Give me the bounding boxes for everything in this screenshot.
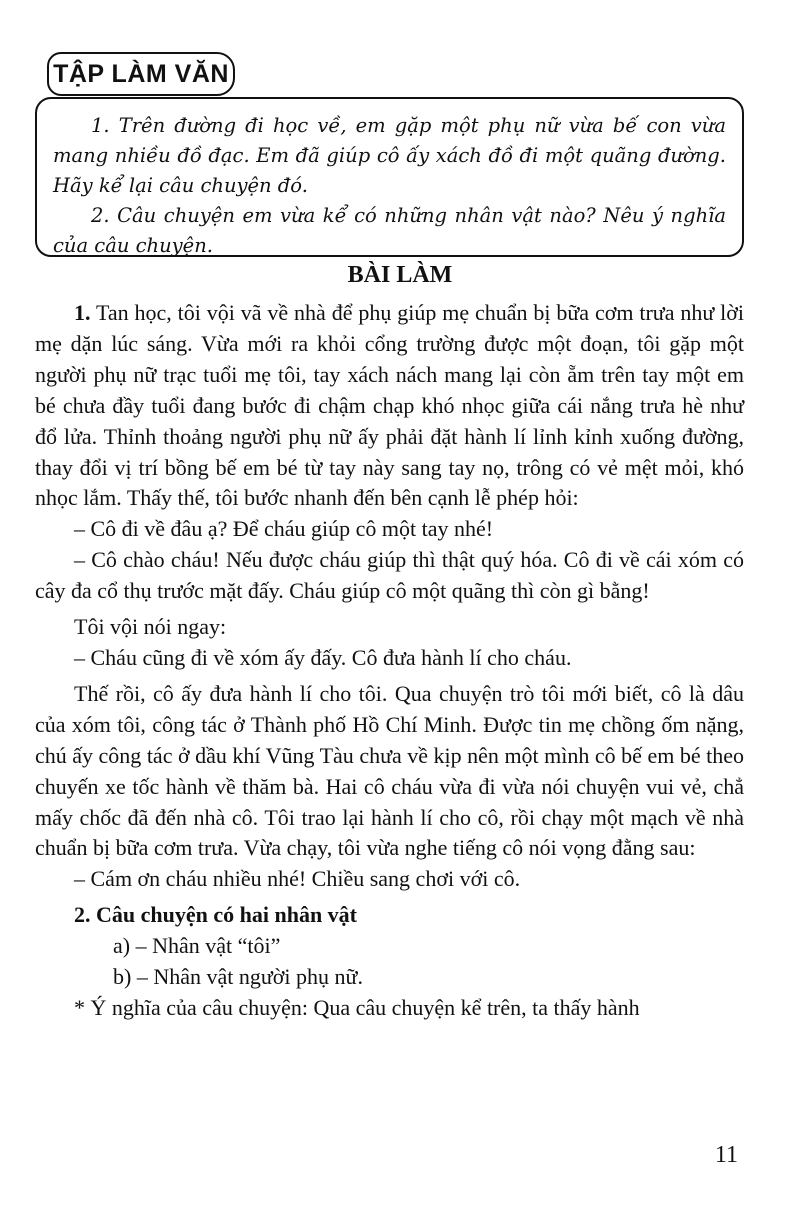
assignment-question-1: 1. Trên đường đi học về, em gặp một phụ nữ vừa bế con vừa mang nhiều đồ đạc. Em đã giúp cô ấy xách đồ đi một quãng đường. Hãy kể lại câu chuyện đó. [53, 114, 726, 197]
dialog-line-4: – Cám ơn cháu nhiều nhé! Chiều sang chơi với cô. [74, 866, 521, 892]
assignment-question-2: 2. Câu chuyện em vừa kể có những nhân vật nào? Nêu ý nghĩa của câu chuyện. [53, 204, 726, 257]
essay-body [35, 298, 744, 1024]
answer-heading: BÀI LÀM [347, 262, 453, 288]
section-title-tag: TẬP LÀM VĂN [47, 52, 235, 96]
section-number-1: 1. [74, 300, 91, 325]
dialog-line-1: – Cô đi về đâu ạ? Để cháu giúp cô một tay nhé! [74, 516, 494, 542]
dialog-line-3: – Cháu cũng đi về xóm ấy đấy. Cô đưa hành lí cho cháu. [74, 644, 572, 670]
essay-paragraph-2: Tôi vội nói ngay: [74, 614, 227, 640]
story-meaning: * Ý nghĩa của câu chuyện: Qua câu chuyện kể trên, ta thấy hành [74, 994, 640, 1020]
character-item-a: a) – Nhân vật “tôi” [113, 933, 281, 959]
page-number: 11 [714, 1142, 738, 1168]
character-item-b: b) – Nhân vật người phụ nữ. [113, 964, 363, 990]
assignment-box [35, 97, 744, 257]
dialog-line-2: – Cô chào cháu! Nếu được cháu giúp thì thật quý hóa. Cô đi về cái xóm có cây đa cổ thụ trước mặt đấy. Cháu giúp cô một quãng thì còn gì bằng! [35, 547, 744, 604]
essay-paragraph-1 [35, 298, 744, 514]
section-2-heading: 2. Câu chuyện có hai nhân vật [74, 902, 358, 928]
essay-paragraph-1-text: Tan học, tôi vội vã về nhà để phụ giúp mẹ chuẩn bị bữa cơm trưa như lời mẹ dặn lúc sáng. Vừa mới ra khỏi cổng trường được một đoạn, tôi gặp một người phụ nữ trạc tuổi mẹ tôi, tay xách nách mang lại còn ẵm trên tay một em bé chưa đầy tuổi đang bước đi chậm chạp khó nhọc giữa cái nắng trưa hè như đổ lửa. Thỉnh thoảng người phụ nữ ấy phải đặt hành lí lỉnh kỉnh xuống đường, thay đổi vị trí bồng bế em bé từ tay này sang tay nọ, trông có vẻ mệt mỏi, khó nhọc lắm. Thấy thế, tôi bước nhanh đến bên cạnh lễ phép hỏi: [35, 300, 744, 511]
essay-paragraph-3: Thế rồi, cô ấy đưa hành lí cho tôi. Qua chuyện trò tôi mới biết, cô là dâu của xóm tôi, công tác ở Thành phố Hồ Chí Minh. Được tin mẹ chồng ốm nặng, chú ấy công tác ở dầu khí Vũng Tàu chưa về kịp nên một mình cô bế em bé theo chuyến xe tốc hành về thăm bà. Hai cô cháu vừa đi vừa nói chuyện vui vẻ, chẳ mấy chốc đã đến nhà cô. Tôi trao lại hành lí cho cô, rồi chạy một mạch về nhà chuẩn bị bữa cơm trưa. Vừa chạy, tôi vừa nghe tiếng cô nói vọng đằng sau: [35, 680, 744, 861]
